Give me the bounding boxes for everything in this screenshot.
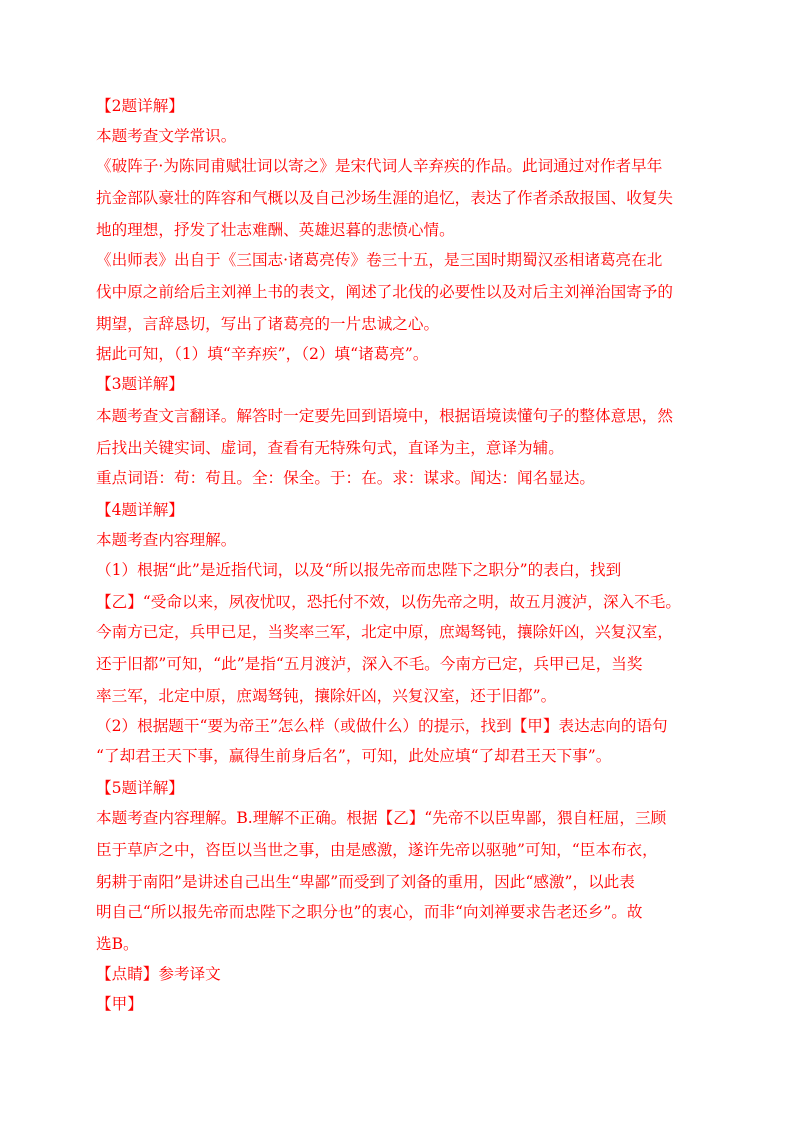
- paragraph-line: （2）根据题干“要为帝王”怎么样（或做什么）的提示，找到【甲】表达志向的语句: [96, 717, 668, 735]
- paragraph-line: 据此可知，（1）填“辛弃疾”，（2）填“诸葛亮”。: [96, 345, 429, 363]
- paragraph-line: 本题考查文言翻译。解答时一定要先回到语境中，根据语境读懂句子的整体意思，然: [96, 407, 673, 425]
- heading-q4: 【4题详解】: [96, 501, 184, 519]
- paragraph-line: 率三军，北定中原，庶竭驽钝，攘除奸凶，兴复汉室，还于旧都”。: [96, 687, 557, 705]
- paragraph-line: （1）根据“此”是近指代词，以及“所以报先帝而忠陛下之职分”的表白，找到: [96, 561, 622, 579]
- heading-q5: 【5题详解】: [96, 779, 184, 797]
- paragraph-line: 臣于草庐之中，咨臣以当世之事，由是感激，遂许先帝以驱驰”可知，“臣本布衣，: [96, 841, 658, 859]
- paragraph-line: 伐中原之前给后主刘禅上书的表文，阐述了北伐的必要性以及对后主刘禅治国寄予的: [96, 283, 673, 301]
- paragraph-line: 《出师表》出自于《三国志·诸葛亮传》卷三十五，是三国时期蜀汉丞相诸葛亮在北: [96, 251, 663, 269]
- paragraph-line: 还于旧都”可知，“此”是指“五月渡泸，深入不毛。今南方已定，兵甲已足，当奖: [96, 655, 643, 673]
- paragraph-line: 躬耕于南阳”是讲述自己出生“卑鄙”而受到了刘备的重用，因此“感激”，以此表: [96, 873, 635, 891]
- paragraph-line: 【乙】“受命以来，夙夜忧叹，恐托付不效，以伤先帝之明，故五月渡泸，深入不毛。: [96, 593, 681, 611]
- paragraph-line: 期望，言辞恳切，写出了诸葛亮的一片忠诚之心。: [96, 315, 440, 333]
- paragraph-line: 《破阵子·为陈同甫赋壮词以寄之》是宋代词人辛弃疾的作品。此词通过对作者早年: [96, 157, 663, 175]
- paragraph-line: 重点词语：苟：苟且。全：保全。于：在。求：谋求。闻达：闻名显达。: [96, 469, 596, 487]
- paragraph-line: 本题考查文学常识。: [96, 127, 237, 145]
- heading-highlight: 【点睛】参考译文: [96, 965, 221, 983]
- paragraph-line: 地的理想，抒发了壮志难酬、英雄迟暮的悲愤心情。: [96, 221, 455, 239]
- paragraph-line: 本题考查内容理解。B.理解不正确。根据【乙】“先帝不以臣卑鄙，猥自枉屈，三顾: [96, 809, 667, 827]
- paragraph-line: 今南方已定，兵甲已足，当奖率三军，北定中原，庶竭驽钝，攘除奸凶，兴复汉室，: [96, 623, 673, 641]
- paragraph-line: 选B。: [96, 935, 139, 953]
- paragraph-line: “了却君王天下事，赢得生前身后名”，可知，此处应填“了却君王天下事”。: [96, 747, 612, 765]
- heading-jia: 【甲】: [96, 995, 143, 1013]
- paragraph-line: 抗金部队豪壮的阵容和气概以及自己沙场生涯的追忆，表达了作者杀敌报国、收复失: [96, 189, 673, 207]
- heading-q2: 【2题详解】: [96, 97, 184, 115]
- heading-q3: 【3题详解】: [96, 375, 184, 393]
- paragraph-line: 后找出关键实词、虚词，查看有无特殊句式，直译为主，意译为辅。: [96, 439, 564, 457]
- paragraph-line: 明自己“所以报先帝而忠陛下之职分也”的衷心，而非“向刘禅要求告老还乡”。故: [96, 903, 643, 921]
- paragraph-line: 本题考查内容理解。: [96, 531, 237, 549]
